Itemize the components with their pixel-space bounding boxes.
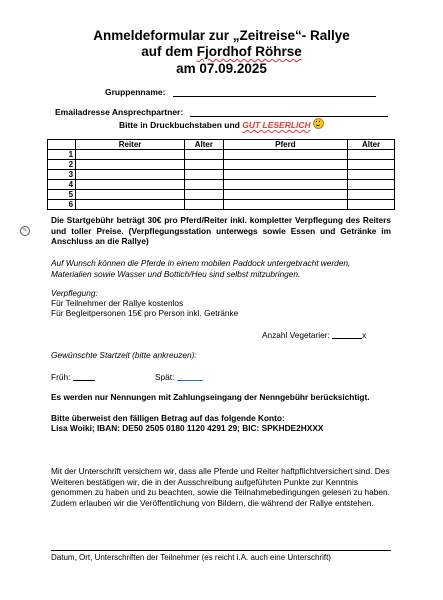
table-row	[48, 180, 395, 190]
group-name-field[interactable]	[173, 96, 376, 97]
catering-guests: Für Begleitpersonen 15€ pro Person inkl. Getränke	[51, 308, 239, 318]
legibility-note	[0, 118, 443, 130]
paddock-paragraph: Auf Wunsch können die Pferde in einem mobilen Paddock untergebracht werden, Materialien sowie Wasser und Bottich/Heu sind selbst mitzubringen.	[51, 258, 351, 279]
early-label: Früh:	[51, 372, 71, 382]
vegetarian-count	[262, 330, 402, 341]
group-name-label: Gruppenname:	[105, 87, 166, 97]
row-number: 6	[48, 200, 76, 210]
horse-cell[interactable]	[223, 200, 348, 210]
horse-age-cell[interactable]	[348, 170, 395, 180]
row-number: 1	[48, 150, 76, 160]
form-location	[0, 44, 443, 60]
table-row	[48, 160, 395, 170]
email-field[interactable]	[190, 116, 388, 117]
bank-details: Lisa Woiki; IBAN: DE50 2505 0180 1120 4291 29; BIC: SPKHDE2HXXX	[51, 423, 324, 433]
rider-cell[interactable]	[76, 190, 185, 200]
horse-age-cell[interactable]	[348, 180, 395, 190]
table-header-horse-age: Alter	[348, 140, 395, 150]
row-number: 4	[48, 180, 76, 190]
note-emphasis: GUT LESERLICH	[242, 120, 311, 130]
rider-age-cell[interactable]	[185, 170, 223, 180]
rider-cell[interactable]	[76, 150, 185, 160]
row-number: 2	[48, 160, 76, 170]
participant-table	[47, 139, 395, 210]
form-title: Anmeldeformular zur „Zeitreise“- Rallye	[93, 28, 350, 43]
rider-age-cell[interactable]	[185, 160, 223, 170]
rider-age-cell[interactable]	[185, 200, 223, 210]
fee-paragraph: Die Startgebühr beträgt 30€ pro Pferd/Reiter inkl. kompletter Verpflegung des Reiters und toller Preise. (Verpflegungsstation unterwegs sowie Essen und Getränke im Anschluss an die Rallye)	[51, 215, 391, 246]
note-prefix: Bitte in Druckbuchstaben und	[118, 120, 243, 130]
table-header-horse: Pferd	[223, 140, 348, 150]
horse-cell[interactable]	[223, 180, 348, 190]
vegetarian-input[interactable]	[332, 338, 362, 339]
rider-age-cell[interactable]	[185, 190, 223, 200]
rider-cell[interactable]	[76, 160, 185, 170]
horse-cell[interactable]	[223, 170, 348, 180]
vegetarian-suffix: x	[362, 330, 367, 340]
row-number: 5	[48, 190, 76, 200]
horse-cell[interactable]	[223, 150, 348, 160]
rider-cell[interactable]	[76, 180, 185, 190]
payment-instruction: Bitte überweist den fälligen Betrag auf das folgende Konto:	[51, 413, 285, 423]
table-header-rider: Reiter	[76, 140, 185, 150]
horse-age-cell[interactable]	[348, 190, 395, 200]
late-label: Spät:	[155, 372, 175, 382]
email-label: Emailadresse Ansprechpartner:	[55, 107, 184, 117]
early-checkbox[interactable]	[73, 380, 95, 381]
rider-age-cell[interactable]	[185, 150, 223, 160]
late-option	[155, 372, 215, 383]
table-row	[48, 190, 395, 200]
location-name: Fjordhof Röhrse	[196, 44, 302, 59]
horse-age-cell[interactable]	[348, 160, 395, 170]
late-checkbox[interactable]	[177, 380, 203, 381]
form-date: am 07.09.2025	[176, 61, 267, 76]
start-time-heading: Gewünschte Startzeit (bitte ankreuzen):	[51, 350, 197, 360]
table-header-rider-age: Alter	[185, 140, 223, 150]
row-number: 3	[48, 170, 76, 180]
payment-notice: Es werden nur Nennungen mit Zahlungseingang der Nenngebühr berücksichtigt.	[51, 392, 370, 402]
signature-label: Datum, Ort, Unterschriften der Teilnehmer (es reicht i.A. auch eine Unterschrift)	[51, 553, 331, 562]
horse-cell[interactable]	[223, 190, 348, 200]
horse-cell[interactable]	[223, 160, 348, 170]
rider-cell[interactable]	[76, 170, 185, 180]
consent-paragraph: Mit der Unterschrift versichern wir, dass alle Pferde und Reiter haftpflichtversichert sind. Des Weiteren bestätigen wir, die in der Ausschreibung aufgeführten Punkte zur Kenntnis genommen zu haben und zu beachten, sowie die Teilnahmebedingungen gelesen zu haben. Zudem erlauben wir die Veröffentlichung von Bildern, die während der Rallye entstehen.	[51, 466, 390, 508]
rider-cell[interactable]	[76, 200, 185, 210]
rider-age-cell[interactable]	[185, 180, 223, 190]
table-header-num	[48, 140, 76, 150]
table-header-row	[48, 140, 395, 150]
horse-age-cell[interactable]	[348, 150, 395, 160]
location-prefix: auf dem	[141, 44, 197, 59]
signature-line[interactable]	[51, 550, 391, 551]
smiley-icon	[313, 118, 324, 129]
table-row	[48, 150, 395, 160]
vegetarian-label: Anzahl Vegetarier:	[262, 330, 330, 340]
catering-heading: Verpflegung:	[51, 288, 98, 298]
comment-marker-icon: ✎	[20, 226, 30, 236]
horse-age-cell[interactable]	[348, 200, 395, 210]
early-option	[51, 372, 111, 383]
table-row	[48, 200, 395, 210]
catering-participants: Für Teilnehmer der Rallye kostenlos	[51, 298, 184, 308]
table-row	[48, 170, 395, 180]
